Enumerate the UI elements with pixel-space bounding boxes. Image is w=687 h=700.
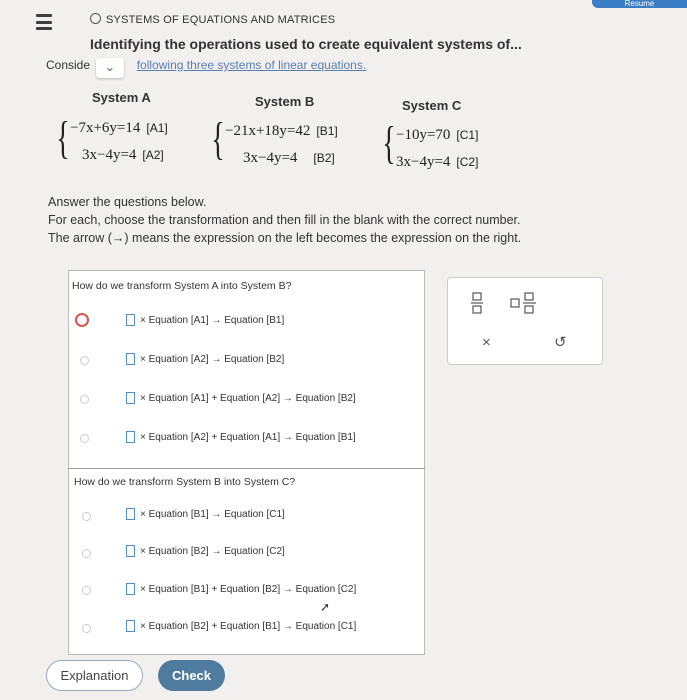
answer-input[interactable] [126, 545, 135, 557]
instruction-line-1: Answer the questions below. [48, 195, 207, 209]
instruction-line-3 [48, 231, 521, 245]
mouse-cursor-icon: ➚ [320, 600, 331, 614]
system-b-brace: { [211, 113, 225, 164]
q1-option-3-radio[interactable] [80, 395, 89, 404]
system-b-eq2 [243, 150, 335, 167]
q1-option-4-label: × Equation [A2] + Equation [A1] → Equation [B1] [140, 431, 356, 443]
system-b-eq2-label: [B2] [313, 151, 335, 165]
system-b-heading: System B [255, 94, 315, 109]
q1-option-3-label: × Equation [A1] + Equation [A2] → Equation [B2] [140, 392, 356, 404]
answer-input[interactable] [126, 583, 135, 595]
fraction-icon[interactable] [470, 292, 484, 314]
system-b-eq1 [225, 123, 338, 140]
system-c-eq2-text: 3x−4y=4 [396, 154, 451, 170]
q1-option-4 [126, 431, 356, 443]
answer-input[interactable] [126, 620, 135, 632]
system-c-eq2 [396, 154, 478, 171]
math-toolbar [447, 277, 603, 365]
system-c-heading: System C [402, 98, 462, 113]
question-1: How do we transform System A into System B? [72, 280, 292, 292]
undo-icon[interactable]: ↺ [554, 334, 567, 351]
instruction-line-3-b: ) means the expression on the left becomes the expression on the right. [124, 231, 522, 245]
system-c-eq1-label: [C1] [456, 128, 479, 142]
q1-option-3 [126, 392, 356, 404]
answer-input[interactable] [126, 314, 135, 326]
system-b-eq2-text: 3x−4y=4 [243, 150, 298, 166]
q2-option-2-label: × Equation [B2] → Equation [C2] [140, 545, 285, 557]
q2-option-1 [126, 508, 285, 520]
q2-option-3-radio[interactable] [82, 586, 91, 595]
resume-tab[interactable]: Resume [592, 0, 687, 8]
answer-input[interactable] [126, 392, 135, 404]
q2-option-1-radio[interactable] [82, 512, 91, 521]
q1-option-1-radio[interactable] [75, 313, 89, 327]
q1-option-1-label: × Equation [A1] → Equation [B1] [140, 314, 285, 326]
explanation-button[interactable]: Explanation [46, 660, 143, 691]
question-2: How do we transform System B into System C? [74, 476, 296, 488]
chevron-down-icon[interactable]: ⌄ [96, 58, 124, 78]
system-c-eq1 [396, 127, 478, 144]
system-a-eq1-label: [A1] [146, 121, 168, 135]
system-a-eq2 [82, 147, 164, 164]
system-c-eq2-label: [C2] [456, 155, 479, 169]
system-a-eq1 [70, 120, 168, 137]
q2-option-3-label: × Equation [B1] + Equation [B2] → Equation [C2] [140, 583, 357, 595]
q1-option-2 [126, 353, 284, 365]
page-title: Identifying the operations used to create equivalent systems of... [90, 36, 522, 52]
q2-option-4-radio[interactable] [82, 624, 91, 633]
check-button[interactable]: Check [158, 660, 225, 691]
q2-option-2 [126, 545, 285, 557]
q2-option-2-radio[interactable] [82, 549, 91, 558]
menu-icon[interactable] [36, 14, 52, 30]
system-a-brace: { [56, 112, 70, 163]
consider-rest: following three systems of linear equations. [136, 58, 367, 72]
instruction-line-3-a: The arrow ( [48, 231, 112, 245]
q1-option-2-radio[interactable] [80, 356, 89, 365]
q1-option-1 [126, 314, 284, 326]
answer-input[interactable] [126, 508, 135, 520]
system-a-eq2-text: 3x−4y=4 [82, 147, 137, 163]
consider-prefix: Conside [46, 58, 91, 72]
q2-option-4 [126, 620, 356, 632]
system-b-eq1-text: −21x+18y=42 [225, 123, 311, 139]
consider-text [46, 58, 366, 72]
system-a-heading: System A [92, 90, 151, 105]
topic-ring-icon [90, 13, 101, 24]
system-a-eq2-label: [A2] [142, 148, 164, 162]
q1-option-2-label: × Equation [A2] → Equation [B2] [140, 353, 285, 365]
panel-divider [68, 468, 425, 469]
q1-option-4-radio[interactable] [80, 434, 89, 443]
q2-option-3 [126, 583, 356, 595]
arrow-icon: → [111, 231, 125, 245]
answer-input[interactable] [126, 353, 135, 365]
q2-option-1-label: × Equation [B1] → Equation [C1] [140, 508, 285, 520]
topic-label [90, 13, 335, 26]
instruction-line-2: For each, choose the transformation and then fill in the blank with the correct number. [48, 213, 521, 227]
system-a-eq1-text: −7x+6y=14 [70, 120, 141, 136]
clear-icon[interactable]: × [482, 334, 491, 351]
mixed-number-icon[interactable] [510, 292, 538, 314]
system-c-brace: { [382, 117, 396, 168]
question-panel [68, 270, 425, 655]
system-b-eq1-label: [B1] [316, 124, 338, 138]
q2-option-4-label: × Equation [B2] + Equation [B1] → Equation [C1] [140, 620, 357, 632]
answer-input[interactable] [126, 431, 135, 443]
system-c-eq1-text: −10y=70 [396, 127, 451, 143]
topic-text: SYSTEMS OF EQUATIONS AND MATRICES [106, 14, 336, 26]
